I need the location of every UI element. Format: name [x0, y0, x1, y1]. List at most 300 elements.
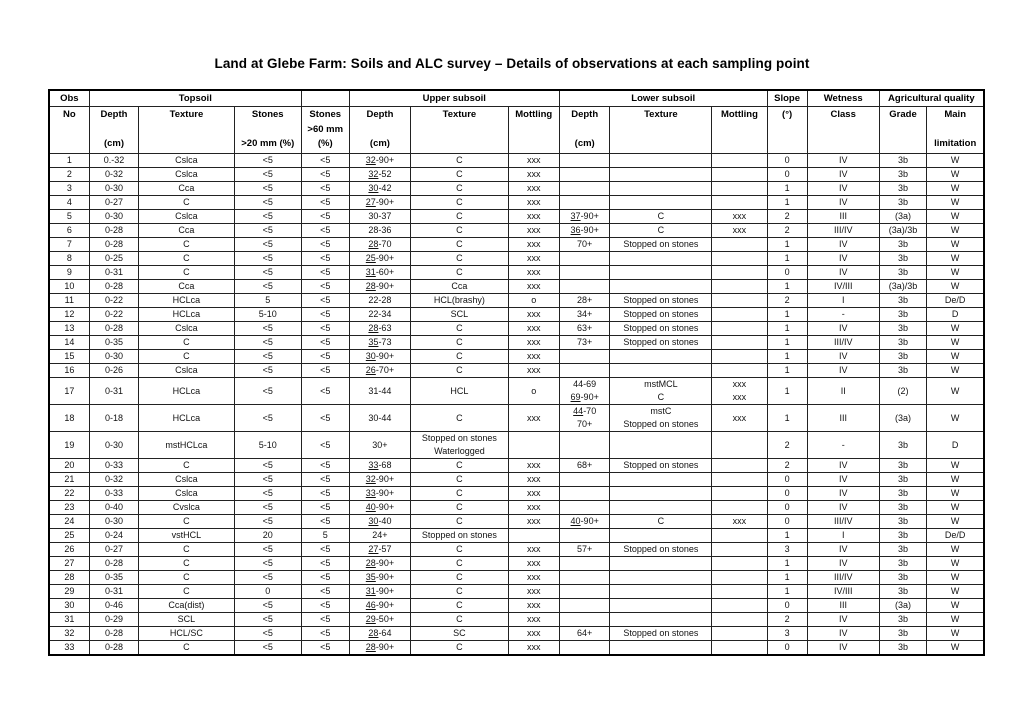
topsoil-stones-20-cell: <5 — [234, 224, 301, 238]
topsoil-stones-20-cell: 20 — [234, 529, 301, 543]
lower-depth-cell: 57+ — [559, 543, 609, 557]
main-limitation-cell: De/D — [927, 529, 984, 543]
main-limitation-cell: De/D — [927, 294, 984, 308]
grade-cell: 3b — [879, 585, 927, 599]
upper-mottling-cell: xxx — [508, 585, 559, 599]
topsoil-texture-cell: C — [139, 557, 234, 571]
slope-deg-cell: 1 — [767, 571, 807, 585]
stones-60-cell: <5 — [301, 543, 349, 557]
header-lower-mottling: Mottling — [712, 107, 767, 154]
lower-depth-cell — [559, 168, 609, 182]
main-limitation-cell: W — [927, 543, 984, 557]
obs-no-cell: 10 — [49, 280, 89, 294]
upper-depth-cell: 46-90+ — [349, 599, 411, 613]
grade-cell: 3b — [879, 557, 927, 571]
topsoil-stones-20-cell: 5 — [234, 294, 301, 308]
wetness-class-cell: IV — [807, 364, 879, 378]
topsoil-texture-cell: Cslca — [139, 154, 234, 168]
slope-deg-cell: 0 — [767, 599, 807, 613]
header-upper-depth: Depth (cm) — [349, 107, 411, 154]
upper-mottling-cell: xxx — [508, 473, 559, 487]
topsoil-depth-cell: 0-22 — [89, 294, 139, 308]
lower-depth-cell: 73+ — [559, 336, 609, 350]
topsoil-depth-cell: 0-35 — [89, 571, 139, 585]
stones-60-cell: <5 — [301, 154, 349, 168]
page-title: Land at Glebe Farm: Soils and ALC survey – Details of observations at each sampling point — [214, 56, 810, 71]
upper-mottling-cell: xxx — [508, 196, 559, 210]
slope-deg-cell: 3 — [767, 627, 807, 641]
table-row — [49, 168, 984, 182]
grade-cell: 3b — [879, 308, 927, 322]
header-topsoil-texture: Texture — [139, 107, 234, 154]
table-row — [49, 627, 984, 641]
topsoil-depth-cell: 0-30 — [89, 432, 139, 459]
main-limitation-cell: W — [927, 378, 984, 405]
main-limitation-cell: W — [927, 515, 984, 529]
wetness-class-cell: III/IV — [807, 515, 879, 529]
grade-cell: 3b — [879, 543, 927, 557]
topsoil-depth-cell: 0-28 — [89, 627, 139, 641]
main-limitation-cell: W — [927, 266, 984, 280]
main-limitation-cell: W — [927, 557, 984, 571]
lower-depth-cell — [559, 154, 609, 168]
table-row — [49, 238, 984, 252]
header-wetness-group: Wetness — [807, 90, 879, 107]
topsoil-stones-20-cell: <5 — [234, 557, 301, 571]
upper-texture-cell: C — [411, 487, 508, 501]
table-row — [49, 405, 984, 432]
wetness-class-cell: III/IV — [807, 336, 879, 350]
main-limitation-cell: W — [927, 405, 984, 432]
topsoil-stones-20-cell: <5 — [234, 599, 301, 613]
stones-60-cell: <5 — [301, 557, 349, 571]
upper-mottling-cell: xxx — [508, 182, 559, 196]
topsoil-texture-cell: Cca — [139, 182, 234, 196]
upper-texture-cell: Cca — [411, 280, 508, 294]
slope-deg-cell: 1 — [767, 336, 807, 350]
header-lower-depth: Depth (cm) — [559, 107, 609, 154]
lower-texture-cell: C — [610, 515, 712, 529]
table-row — [49, 182, 984, 196]
topsoil-depth-cell: 0-28 — [89, 224, 139, 238]
topsoil-stones-20-cell: <5 — [234, 473, 301, 487]
topsoil-texture-cell: Cslca — [139, 487, 234, 501]
obs-no-cell: 22 — [49, 487, 89, 501]
lower-depth-cell — [559, 529, 609, 543]
topsoil-stones-20-cell: <5 — [234, 571, 301, 585]
lower-depth-cell — [559, 571, 609, 585]
header-topsoil-stones-20: Stones >20 mm (%) — [234, 107, 301, 154]
main-limitation-cell: W — [927, 224, 984, 238]
main-limitation-cell: W — [927, 501, 984, 515]
table-row — [49, 308, 984, 322]
topsoil-depth-cell: 0-27 — [89, 196, 139, 210]
lower-mottling-cell — [712, 294, 767, 308]
main-limitation-cell: W — [927, 350, 984, 364]
obs-no-cell: 11 — [49, 294, 89, 308]
obs-no-cell: 20 — [49, 459, 89, 473]
lower-mottling-cell — [712, 627, 767, 641]
grade-cell: (3a)/3b — [879, 224, 927, 238]
lower-texture-cell — [610, 182, 712, 196]
grade-cell: 3b — [879, 529, 927, 543]
topsoil-depth-cell: 0-30 — [89, 182, 139, 196]
topsoil-stones-20-cell: <5 — [234, 350, 301, 364]
upper-texture-cell: C — [411, 196, 508, 210]
upper-depth-cell: 30-40 — [349, 515, 411, 529]
upper-mottling-cell: xxx — [508, 168, 559, 182]
lower-depth-cell — [559, 613, 609, 627]
upper-texture-cell: C — [411, 350, 508, 364]
stones-60-cell: <5 — [301, 627, 349, 641]
slope-deg-cell: 0 — [767, 266, 807, 280]
obs-no-cell: 24 — [49, 515, 89, 529]
wetness-class-cell: I — [807, 529, 879, 543]
upper-texture-cell: C — [411, 571, 508, 585]
table-row — [49, 210, 984, 224]
lower-depth-cell — [559, 473, 609, 487]
upper-mottling-cell: xxx — [508, 350, 559, 364]
upper-depth-cell: 24+ — [349, 529, 411, 543]
lower-mottling-cell — [712, 182, 767, 196]
upper-depth-cell: 30+ — [349, 432, 411, 459]
lower-texture-cell — [610, 571, 712, 585]
lower-mottling-cell — [712, 487, 767, 501]
header-stones-60: Stones >60 mm (%) — [301, 107, 349, 154]
wetness-class-cell: IV — [807, 487, 879, 501]
lower-texture-cell — [610, 168, 712, 182]
lower-depth-cell — [559, 182, 609, 196]
topsoil-stones-20-cell: <5 — [234, 378, 301, 405]
upper-texture-cell: C — [411, 154, 508, 168]
wetness-class-cell: - — [807, 308, 879, 322]
topsoil-texture-cell: HCL/SC — [139, 627, 234, 641]
stones-60-cell: <5 — [301, 350, 349, 364]
main-limitation-cell: W — [927, 571, 984, 585]
upper-mottling-cell: o — [508, 378, 559, 405]
lower-mottling-cell — [712, 238, 767, 252]
topsoil-depth-cell: 0-33 — [89, 459, 139, 473]
lower-mottling-cell — [712, 599, 767, 613]
main-limitation-cell: W — [927, 487, 984, 501]
topsoil-texture-cell: HCLca — [139, 405, 234, 432]
lower-depth-cell: 44-70 70+ — [559, 405, 609, 432]
header-wetness-class: Class — [807, 107, 879, 154]
upper-depth-cell: 29-50+ — [349, 613, 411, 627]
upper-mottling-cell: xxx — [508, 280, 559, 294]
main-limitation-cell: W — [927, 196, 984, 210]
lower-depth-cell: 44-69 69-90+ — [559, 378, 609, 405]
topsoil-texture-cell: HCLca — [139, 294, 234, 308]
wetness-class-cell: IV — [807, 613, 879, 627]
table-row — [49, 378, 984, 405]
topsoil-stones-20-cell: <5 — [234, 364, 301, 378]
wetness-class-cell: IV — [807, 459, 879, 473]
upper-mottling-cell: xxx — [508, 487, 559, 501]
topsoil-stones-20-cell: <5 — [234, 501, 301, 515]
stones-60-cell: <5 — [301, 322, 349, 336]
wetness-class-cell: IV — [807, 350, 879, 364]
main-limitation-cell: D — [927, 432, 984, 459]
lower-depth-cell: 63+ — [559, 322, 609, 336]
upper-texture-cell: HCL(brashy) — [411, 294, 508, 308]
slope-deg-cell: 0 — [767, 501, 807, 515]
upper-depth-cell: 25-90+ — [349, 252, 411, 266]
slope-deg-cell: 2 — [767, 210, 807, 224]
upper-texture-cell: SCL — [411, 308, 508, 322]
header-upper-subsoil-group: Upper subsoil — [349, 90, 559, 107]
upper-texture-cell: C — [411, 585, 508, 599]
upper-depth-cell: 35-73 — [349, 336, 411, 350]
topsoil-depth-cell: 0-30 — [89, 210, 139, 224]
topsoil-stones-20-cell: <5 — [234, 196, 301, 210]
upper-depth-cell: 28-64 — [349, 627, 411, 641]
slope-deg-cell: 0 — [767, 487, 807, 501]
topsoil-stones-20-cell: <5 — [234, 238, 301, 252]
lower-texture-cell: Stopped on stones — [610, 238, 712, 252]
header-upper-texture: Texture — [411, 107, 508, 154]
topsoil-depth-cell: 0-46 — [89, 599, 139, 613]
slope-deg-cell: 1 — [767, 529, 807, 543]
grade-cell: 3b — [879, 350, 927, 364]
wetness-class-cell: - — [807, 432, 879, 459]
wetness-class-cell: IV — [807, 473, 879, 487]
upper-texture-cell: C — [411, 224, 508, 238]
upper-texture-cell: C — [411, 501, 508, 515]
lower-mottling-cell: xxx — [712, 515, 767, 529]
lower-depth-cell: 64+ — [559, 627, 609, 641]
topsoil-stones-20-cell: <5 — [234, 459, 301, 473]
topsoil-depth-cell: 0-32 — [89, 473, 139, 487]
upper-depth-cell: 31-44 — [349, 378, 411, 405]
upper-texture-cell: HCL — [411, 378, 508, 405]
table-header — [49, 90, 984, 154]
main-limitation-cell: W — [927, 599, 984, 613]
obs-no-cell: 13 — [49, 322, 89, 336]
main-limitation-cell: W — [927, 627, 984, 641]
topsoil-texture-cell: vstHCL — [139, 529, 234, 543]
header-agricultural-quality-group: Agricultural quality — [879, 90, 984, 107]
grade-cell: 3b — [879, 487, 927, 501]
lower-texture-cell: Stopped on stones — [610, 336, 712, 350]
lower-mottling-cell — [712, 154, 767, 168]
topsoil-texture-cell: C — [139, 336, 234, 350]
header-slope-group: Slope — [767, 90, 807, 107]
upper-depth-cell: 31-90+ — [349, 585, 411, 599]
obs-no-cell: 33 — [49, 641, 89, 656]
lower-depth-cell: 70+ — [559, 238, 609, 252]
lower-mottling-cell — [712, 571, 767, 585]
slope-deg-cell: 0 — [767, 641, 807, 656]
upper-texture-cell: C — [411, 336, 508, 350]
topsoil-stones-20-cell: <5 — [234, 543, 301, 557]
wetness-class-cell: IV/III — [807, 280, 879, 294]
main-limitation-cell: W — [927, 336, 984, 350]
upper-mottling-cell: xxx — [508, 405, 559, 432]
upper-mottling-cell: xxx — [508, 238, 559, 252]
upper-texture-cell: C — [411, 210, 508, 224]
topsoil-stones-20-cell: 0 — [234, 585, 301, 599]
grade-cell: 3b — [879, 613, 927, 627]
slope-deg-cell: 0 — [767, 168, 807, 182]
slope-deg-cell: 1 — [767, 252, 807, 266]
topsoil-stones-20-cell: <5 — [234, 336, 301, 350]
table-row — [49, 641, 984, 656]
stones-60-cell: <5 — [301, 266, 349, 280]
grade-cell: 3b — [879, 238, 927, 252]
topsoil-texture-cell: C — [139, 585, 234, 599]
upper-mottling-cell: xxx — [508, 336, 559, 350]
wetness-class-cell: IV/III — [807, 585, 879, 599]
topsoil-depth-cell: 0-31 — [89, 266, 139, 280]
upper-depth-cell: 35-90+ — [349, 571, 411, 585]
topsoil-depth-cell: 0-32 — [89, 168, 139, 182]
lower-depth-cell — [559, 280, 609, 294]
observations-table — [48, 89, 985, 656]
wetness-class-cell: IV — [807, 641, 879, 656]
topsoil-depth-cell: 0-24 — [89, 529, 139, 543]
upper-mottling-cell: xxx — [508, 543, 559, 557]
grade-cell: (3a)/3b — [879, 280, 927, 294]
table-row — [49, 322, 984, 336]
lower-texture-cell — [610, 529, 712, 543]
main-limitation-cell: D — [927, 308, 984, 322]
lower-mottling-cell — [712, 336, 767, 350]
slope-deg-cell: 1 — [767, 585, 807, 599]
wetness-class-cell: IV — [807, 322, 879, 336]
wetness-class-cell: III — [807, 405, 879, 432]
lower-depth-cell — [559, 266, 609, 280]
slope-deg-cell: 1 — [767, 322, 807, 336]
upper-texture-cell: C — [411, 364, 508, 378]
wetness-class-cell: IV — [807, 543, 879, 557]
upper-depth-cell: 22-28 — [349, 294, 411, 308]
lower-texture-cell — [610, 599, 712, 613]
lower-texture-cell — [610, 154, 712, 168]
upper-texture-cell: Stopped on stones — [411, 529, 508, 543]
topsoil-depth-cell: 0-35 — [89, 336, 139, 350]
upper-texture-cell: C — [411, 322, 508, 336]
lower-mottling-cell — [712, 308, 767, 322]
topsoil-depth-cell: 0-31 — [89, 378, 139, 405]
wetness-class-cell: IV — [807, 252, 879, 266]
header-no: No — [49, 107, 89, 154]
lower-mottling-cell — [712, 266, 767, 280]
topsoil-stones-20-cell: <5 — [234, 280, 301, 294]
lower-depth-cell — [559, 364, 609, 378]
lower-mottling-cell — [712, 473, 767, 487]
header-lower-texture: Texture — [610, 107, 712, 154]
obs-no-cell: 7 — [49, 238, 89, 252]
upper-depth-cell: 30-90+ — [349, 350, 411, 364]
stones-60-cell: <5 — [301, 364, 349, 378]
lower-texture-cell: Stopped on stones — [610, 459, 712, 473]
grade-cell: (3a) — [879, 210, 927, 224]
topsoil-texture-cell: HCLca — [139, 378, 234, 405]
upper-depth-cell: 27-90+ — [349, 196, 411, 210]
obs-no-cell: 5 — [49, 210, 89, 224]
upper-depth-cell: 31-60+ — [349, 266, 411, 280]
lower-depth-cell — [559, 557, 609, 571]
main-limitation-cell: W — [927, 613, 984, 627]
main-limitation-cell: W — [927, 364, 984, 378]
grade-cell: 3b — [879, 154, 927, 168]
table-row — [49, 154, 984, 168]
slope-deg-cell: 1 — [767, 238, 807, 252]
upper-texture-cell: C — [411, 613, 508, 627]
topsoil-texture-cell: Cslca — [139, 473, 234, 487]
grade-cell: 3b — [879, 252, 927, 266]
obs-no-cell: 25 — [49, 529, 89, 543]
lower-texture-cell: Stopped on stones — [610, 543, 712, 557]
stones-60-cell: <5 — [301, 182, 349, 196]
obs-no-cell: 32 — [49, 627, 89, 641]
main-limitation-cell: W — [927, 585, 984, 599]
topsoil-texture-cell: Cca — [139, 224, 234, 238]
table-row — [49, 585, 984, 599]
table-row — [49, 266, 984, 280]
stones-60-cell: <5 — [301, 473, 349, 487]
lower-mottling-cell — [712, 613, 767, 627]
topsoil-texture-cell: C — [139, 238, 234, 252]
table-row — [49, 350, 984, 364]
stones-60-cell: <5 — [301, 599, 349, 613]
upper-texture-cell: C — [411, 599, 508, 613]
obs-no-cell: 14 — [49, 336, 89, 350]
slope-deg-cell: 2 — [767, 613, 807, 627]
slope-deg-cell: 1 — [767, 182, 807, 196]
slope-deg-cell: 1 — [767, 405, 807, 432]
lower-depth-cell — [559, 350, 609, 364]
stones-60-cell: <5 — [301, 196, 349, 210]
upper-texture-cell: C — [411, 252, 508, 266]
stones-60-cell: <5 — [301, 308, 349, 322]
obs-no-cell: 21 — [49, 473, 89, 487]
main-limitation-cell: W — [927, 182, 984, 196]
slope-deg-cell: 0 — [767, 154, 807, 168]
wetness-class-cell: III/IV — [807, 571, 879, 585]
grade-cell: 3b — [879, 515, 927, 529]
obs-no-cell: 8 — [49, 252, 89, 266]
upper-depth-cell: 26-70+ — [349, 364, 411, 378]
lower-texture-cell — [610, 501, 712, 515]
topsoil-depth-cell: 0-27 — [89, 543, 139, 557]
lower-depth-cell: 28+ — [559, 294, 609, 308]
lower-mottling-cell — [712, 557, 767, 571]
wetness-class-cell: II — [807, 378, 879, 405]
lower-texture-cell: Stopped on stones — [610, 308, 712, 322]
topsoil-depth-cell: 0-18 — [89, 405, 139, 432]
upper-mottling-cell: xxx — [508, 210, 559, 224]
topsoil-depth-cell: 0-31 — [89, 585, 139, 599]
topsoil-depth-cell: 0-30 — [89, 515, 139, 529]
upper-mottling-cell: xxx — [508, 364, 559, 378]
grade-cell: 3b — [879, 168, 927, 182]
header-obs: Obs — [49, 90, 89, 107]
wetness-class-cell: IV — [807, 557, 879, 571]
upper-texture-cell: C — [411, 238, 508, 252]
upper-texture-cell: C — [411, 641, 508, 656]
slope-deg-cell: 2 — [767, 224, 807, 238]
lower-texture-cell: C — [610, 224, 712, 238]
topsoil-depth-cell: 0-40 — [89, 501, 139, 515]
stones-60-cell: <5 — [301, 501, 349, 515]
upper-mottling-cell: xxx — [508, 613, 559, 627]
table-row — [49, 529, 984, 543]
lower-depth-cell — [559, 599, 609, 613]
wetness-class-cell: III — [807, 599, 879, 613]
upper-mottling-cell: xxx — [508, 322, 559, 336]
